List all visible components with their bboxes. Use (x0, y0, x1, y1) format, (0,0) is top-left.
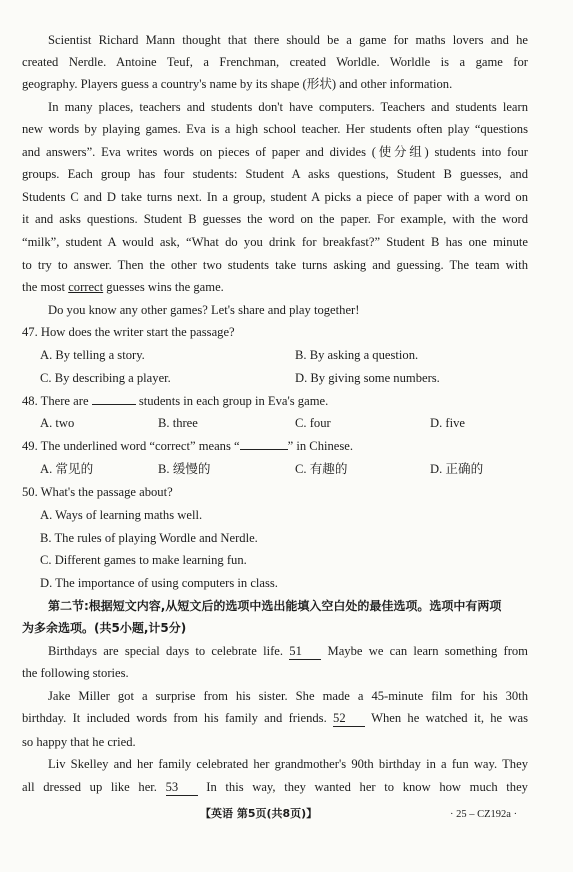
q47-option-a[interactable]: A. By telling a story. (40, 348, 145, 362)
question-48-stem: 48. There are students in each group in Eva's game. (22, 394, 329, 408)
passage-line: new words by playing games. Eva is a high school teacher. Her students often play “questions (22, 122, 528, 136)
passage-line: Jake Miller got a surprise from his sister. She made a 45-minute film for his 30th (48, 689, 528, 703)
answer-blank-52: 52 (333, 710, 365, 727)
q48-option-a[interactable]: A. two (40, 416, 75, 430)
passage-line: it and asks questions. Student B guesses the word on the paper. For example, with the word (22, 212, 528, 226)
passage-line: to try to answer. Then the other two students take turns asking and guessing. The team with (22, 258, 528, 272)
passage-line: Liv Skelley and her family celebrated her grandmother's 90th birthday in a fun way. They (48, 757, 528, 771)
section-instructions: 为多余选项。(共5小题,计5分) (22, 621, 187, 635)
q49-option-d[interactable]: D. 正确的 (430, 462, 484, 476)
q47-option-b[interactable]: B. By asking a question. (295, 348, 419, 362)
passage-line: created Nerdle. Antoine Teuf, a Frenchman, created Worldle. Worldle is a game for (22, 55, 528, 69)
q50-option-c[interactable]: C. Different games to make learning fun. (40, 553, 247, 567)
q47-option-d[interactable]: D. By giving some numbers. (295, 371, 440, 385)
q48-option-c[interactable]: C. four (295, 416, 331, 430)
passage-line: Birthdays are special days to celebrate life. 51 Maybe we can learn something from (48, 644, 528, 658)
passage-line: Students C and D take turns next. In a group, student A picks a piece of paper with a word on (22, 190, 528, 204)
passage-line: Scientist Richard Mann thought that there should be a game for maths lovers and he (48, 33, 528, 47)
passage-line: all dressed up like her. 53 In this way, they wanted her to know how much they (22, 780, 528, 794)
passage-line: geography. Players guess a country's name by its shape (形状) and other information. (22, 77, 453, 91)
section-instructions: 第二节:根据短文内容,从短文后的选项中选出能填入空白处的最佳选项。选项中有两项 (48, 599, 502, 613)
passage-line: so happy that he cried. (22, 735, 136, 749)
passage-line: the following stories. (22, 666, 129, 680)
answer-blank (92, 404, 136, 405)
q50-option-d[interactable]: D. The importance of using computers in class. (40, 576, 278, 590)
passage-line: In many places, teachers and students don't have computers. Teachers and students learn (48, 100, 528, 114)
page-footer-code: · 25 – CZ192a · (450, 809, 518, 820)
q50-option-a[interactable]: A. Ways of learning maths well. (40, 508, 203, 522)
q48-option-d[interactable]: D. five (430, 416, 465, 430)
q48-option-b[interactable]: B. three (158, 416, 198, 430)
passage-line: “milk”, student A would ask, “What do you drink for breakfast?” Student B has one minute (22, 235, 528, 249)
underlined-word: correct (68, 280, 104, 294)
q47-option-c[interactable]: C. By describing a player. (40, 371, 171, 385)
question-49-stem: 49. The underlined word “correct” means “ ” in Chinese. (22, 439, 354, 453)
question-50-stem: 50. What's the passage about? (22, 485, 173, 499)
answer-blank (240, 449, 288, 450)
question-47-stem: 47. How does the writer start the passage? (22, 325, 235, 339)
answer-blank-51: 51 (289, 643, 321, 660)
passage-line: Do you know any other games? Let's share and play together! (48, 303, 360, 317)
passage-line: and answers”. Eva writes words on pieces of paper and divides (使分组) students into four (22, 145, 528, 159)
q49-option-b[interactable]: B. 缓慢的 (158, 462, 211, 476)
q49-option-c[interactable]: C. 有趣的 (295, 462, 348, 476)
passage-line: the most correct guesses wins the game. (22, 280, 224, 294)
q50-option-b[interactable]: B. The rules of playing Wordle and Nerdle. (40, 531, 258, 545)
passage-line: birthday. It included words from his family and friends. 52 When he watched it, he was (22, 711, 528, 725)
passage-line: groups. Each group has four students: Student A asks questions, Student B guesses, and (22, 167, 528, 181)
answer-blank-53: 53 (166, 779, 198, 796)
q49-option-a[interactable]: A. 常见的 (40, 462, 94, 476)
page-footer-label: 【英语 第5页(共8页)】 (200, 807, 318, 820)
